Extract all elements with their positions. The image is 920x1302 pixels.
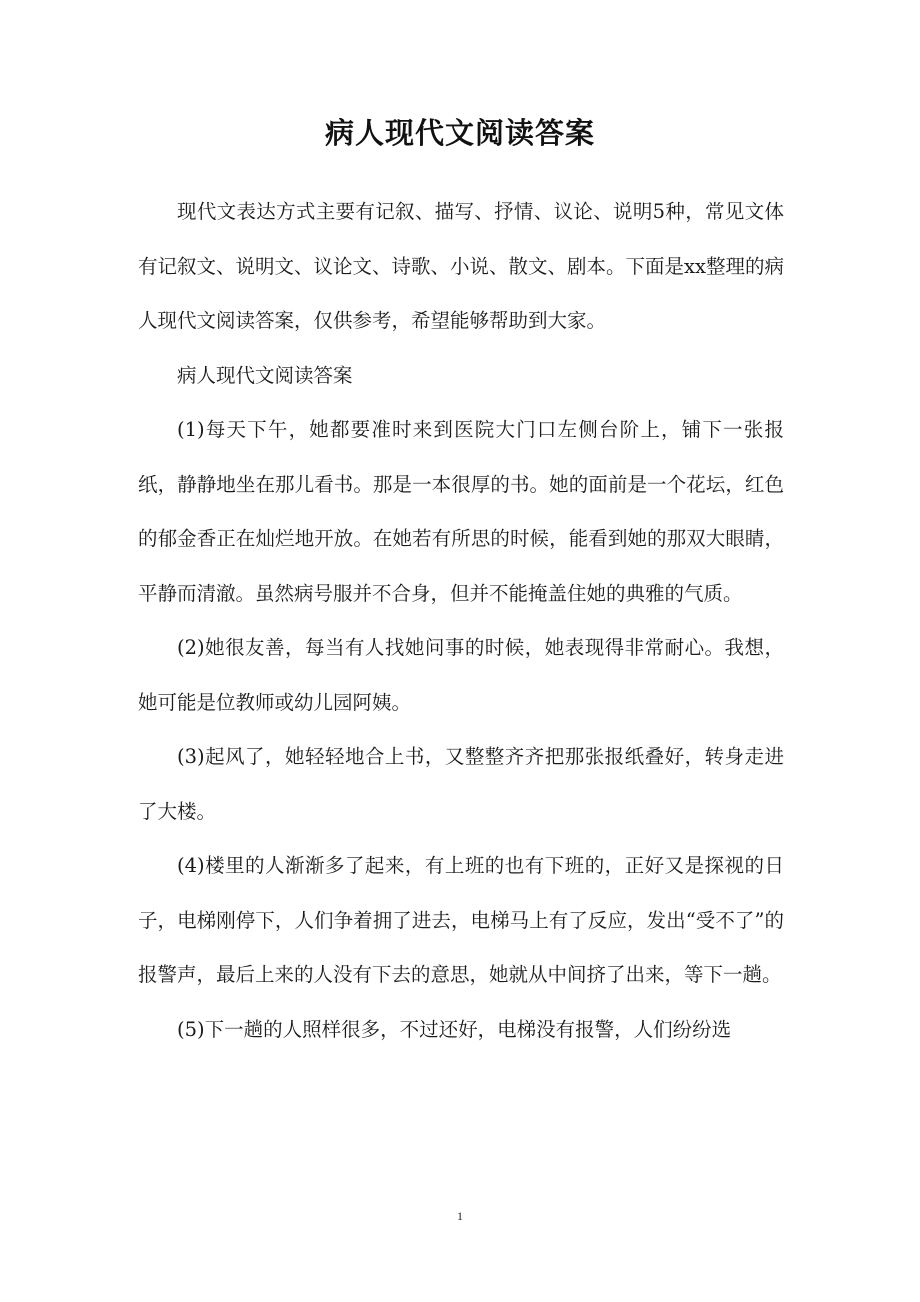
paragraph-5: (5)下一趟的人照样很多，不过还好，电梯没有报警，人们纷纷选 — [177, 1017, 732, 1041]
document-body — [138, 185, 784, 1057]
intro-paragraph: 现代文表达方式主要有记叙、描写、抒情、议论、说明5种，常见文体有记叙文、说明文、议论文、诗歌、小说、散文、剧本。下面是xx整理的病人现代文阅读答案，仅供参考，希望能够帮助到大家。 — [138, 200, 784, 332]
paragraph-4: (4)楼里的人渐渐多了起来，有上班的也有下班的，正好又是探视的日子，电梯刚停下，人们争着拥了进去，电梯马上有了反应，发出“受不了”的报警声，最后上来的人没有下去的意思，她就从中间挤了出来，等下一趟。 — [138, 854, 784, 986]
document-title: 病人现代文阅读答案 — [324, 116, 595, 150]
paragraph-1: (1)每天下午，她都要准时来到医院大门口左侧台阶上，铺下一张报纸，静静地坐在那儿看书。那是一本很厚的书。她的面前是一个花坛，红色的郁金香正在灿烂地开放。在她若有所思的时候，能看到她的那双大眼睛，平静而清澈。虽然病号服并不合身，但并不能掩盖住她的典雅的气质。 — [138, 418, 784, 605]
paragraph-2: (2)她很友善，每当有人找她问事的时候，她表现得非常耐心。我想，她可能是位教师或幼儿园阿姨。 — [138, 636, 784, 714]
paragraph-3: (3)起风了，她轻轻地合上书，又整整齐齐把那张报纸叠好，转身走进了大楼。 — [138, 745, 784, 823]
section-heading: 病人现代文阅读答案 — [177, 363, 353, 387]
page-number: 1 — [457, 1209, 463, 1223]
